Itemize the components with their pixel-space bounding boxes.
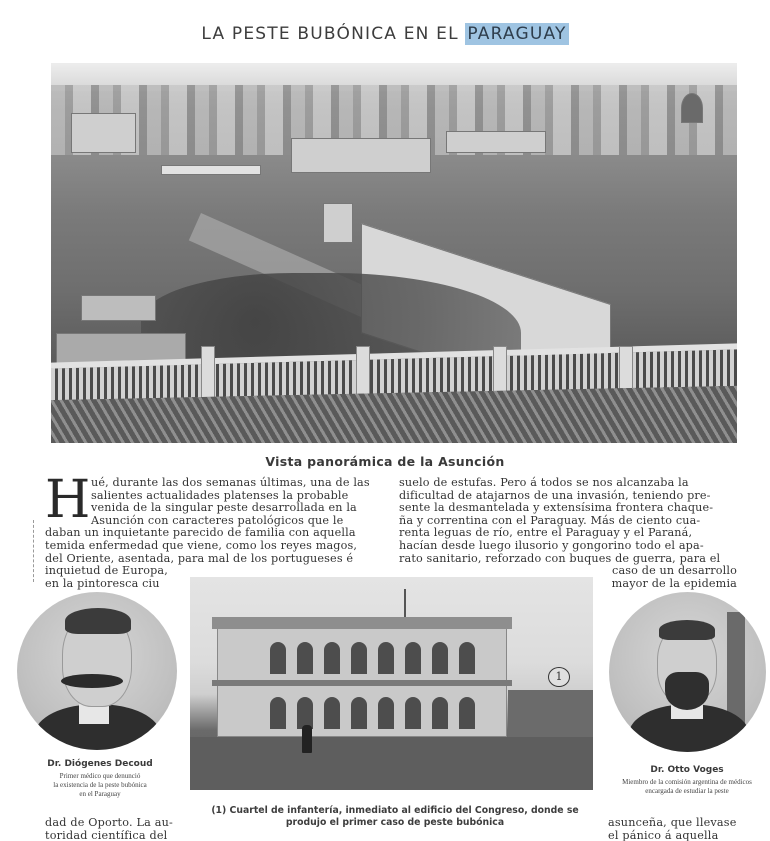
text-line: el pánico á aquella (608, 828, 719, 841)
text-line: venida de la singular peste desarrollada en la (91, 501, 357, 515)
panorama-photo (51, 63, 737, 443)
arch (324, 697, 340, 729)
text-line: rato sanitario, reforzado con buques de guerra, para el (399, 551, 721, 565)
portrait-hair (65, 608, 131, 634)
reference-marker: 1 (548, 667, 570, 687)
headline-text: LA PESTE BUBÓNICA EN EL (201, 24, 466, 44)
text-line: sente la desmantelada y extensísima frontera chaque- (399, 501, 714, 515)
arch (378, 697, 394, 729)
text-line: asunceña, que llevase (608, 816, 737, 829)
building-cornice (212, 617, 512, 629)
building (71, 113, 136, 153)
pedestrian-figure (302, 725, 312, 753)
drop-cap: H (45, 470, 91, 530)
text-line: mayor de la epidemia (611, 576, 737, 590)
arch (297, 642, 313, 674)
building-roof (81, 295, 156, 321)
building-mid-cornice (212, 680, 512, 686)
description-line: Primer médico que denunció (59, 772, 141, 780)
text-line: ña y correntina con el Paraguay. Más de ciento cua- (399, 513, 701, 527)
portrait-right-name: Dr. Otto Voges (650, 765, 724, 775)
portrait-right-description (607, 778, 767, 796)
portrait-mustache (61, 674, 123, 688)
headline (0, 24, 770, 44)
caption-line: (1) Cuartel de infantería, inmediato al edificio del Congreso, donde se (211, 805, 579, 816)
arch (270, 642, 286, 674)
description-line: en el Paraguay (79, 790, 121, 798)
building (323, 203, 353, 243)
portrait-diogenes-decoud (17, 592, 177, 750)
building (291, 138, 431, 173)
building (446, 131, 546, 153)
portrait-left-description (20, 772, 180, 799)
text-line: hacían desde luego ilusorio y gongorino todo el apa- (399, 538, 704, 552)
arch (459, 697, 475, 729)
text-line: dificultad de atajarnos de una invasión, teniendo pre- (399, 488, 711, 502)
portrait-hair (659, 620, 715, 640)
text-line: dad de Oporto. La au- (45, 816, 173, 829)
description-line: encargada de estudiar la peste (645, 787, 729, 795)
text-line: caso de un desarrollo (612, 564, 737, 578)
headline-highlighted-word[interactable]: PARAGUAY (467, 24, 567, 44)
arch (432, 642, 448, 674)
text-line: renta leguas de río, entre el Paraguay y el Paraná, (399, 526, 693, 540)
arch (324, 642, 340, 674)
portrait-left-name: Dr. Diógenes Decoud (47, 759, 153, 769)
text-line: suelo de estufas. Pero á todos se nos alcanzaba la (399, 476, 689, 489)
arch (270, 697, 286, 729)
portrait-otto-voges (609, 592, 766, 752)
caption-line: produjo el primer caso de peste bubónica (285, 816, 505, 828)
description-line: la existencia de la peste bubónica (53, 781, 147, 789)
arch (351, 642, 367, 674)
text-line: temida enfermedad que viene, como los reyes magos, (45, 538, 358, 552)
text-line: daban un inquietante parecido de familia con aquella (45, 526, 356, 540)
text-line: inquietud de Europa, (45, 564, 168, 578)
article-continuation-right (608, 817, 748, 841)
congress-caption (190, 805, 600, 828)
text-line: ué, durante las dos semanas últimas, una de las (91, 476, 370, 489)
arch (459, 642, 475, 674)
text-line: del Oriente, asentada, para mal de los portugueses é (45, 551, 354, 565)
article-column-left (45, 470, 383, 590)
infantry-barracks (508, 690, 593, 740)
text-line: en la pintoresca ciu (45, 576, 160, 590)
arch (405, 697, 421, 729)
article-column-right (399, 477, 737, 590)
plaza-ground (190, 737, 593, 790)
building-roof (161, 165, 261, 175)
church-dome (681, 93, 703, 123)
portrait-beard (665, 672, 709, 710)
arch (378, 642, 394, 674)
article-continuation-left (45, 817, 185, 841)
arch (351, 697, 367, 729)
arch (405, 642, 421, 674)
margin-rule (33, 520, 34, 582)
panorama-caption: Vista panorámica de la Asunción (265, 454, 505, 469)
description-line: Miembro de la comisión argentina de médicos (622, 778, 752, 786)
arch (432, 697, 448, 729)
text-line: toridad científica del (45, 828, 168, 841)
text-line: Asunción con caracteres patológicos que le (91, 513, 344, 527)
congress-photo (190, 577, 593, 790)
portrait-collar (79, 704, 109, 724)
text-line: salientes actualidades platenses la probable (91, 488, 349, 502)
